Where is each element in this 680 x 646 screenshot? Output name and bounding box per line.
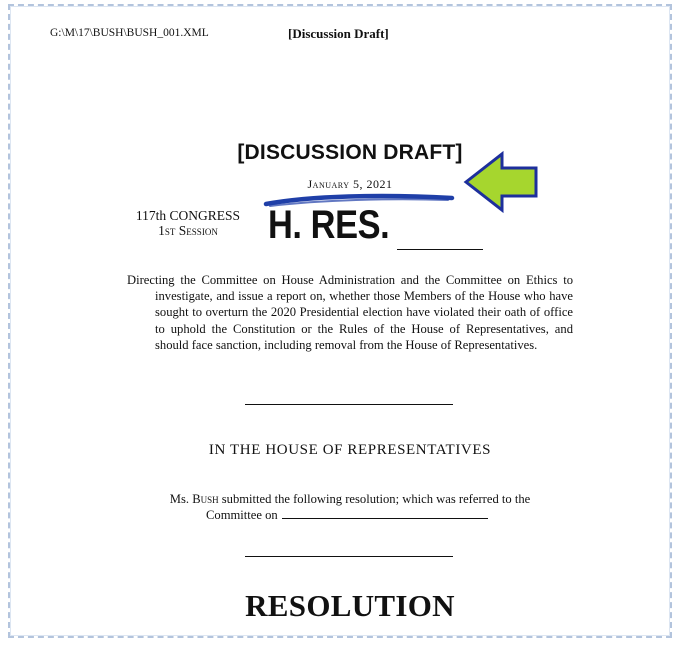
- abstract-text: Directing the Committee on House Administration and the Committee on Ethics to investigate, and issue a report on, whether those Members of the House who have sought to overturn the 2020 Presidential election have violated their oath of office to uphold the Constitution or the Rules of the House of Representatives, and should face sanction, including removal from the House of Representatives.: [127, 273, 573, 352]
- intro-text: submitted the following resolution; which was referred to the: [218, 492, 531, 506]
- session-number: 1st Session: [158, 223, 218, 238]
- committee-label: Committee on: [206, 508, 278, 523]
- abstract: [127, 272, 573, 353]
- document-title: [DISCUSSION DRAFT]: [237, 141, 463, 164]
- divider: [245, 556, 453, 557]
- committee-blank: [282, 509, 488, 519]
- resolution-heading: RESOLUTION: [245, 588, 455, 623]
- sponsor-name: Bush: [192, 492, 219, 506]
- bill-number-blank: [397, 249, 483, 250]
- divider: [245, 404, 453, 405]
- file-path: G:\M\17\BUSH\BUSH_001.XML: [50, 27, 209, 39]
- bill-type: H. RES.: [268, 203, 390, 247]
- draft-tag: [Discussion Draft]: [288, 26, 389, 41]
- congress-number: 117th CONGRESS: [135, 208, 241, 223]
- congress-session-block: [122, 208, 254, 238]
- intro-prefix: Ms.: [169, 492, 193, 506]
- chamber-heading: IN THE HOUSE OF REPRESENTATIVES: [208, 442, 492, 458]
- document-date: January 5, 2021: [307, 177, 393, 191]
- introduction: [128, 491, 572, 523]
- highlight-arrow-icon: [462, 150, 542, 214]
